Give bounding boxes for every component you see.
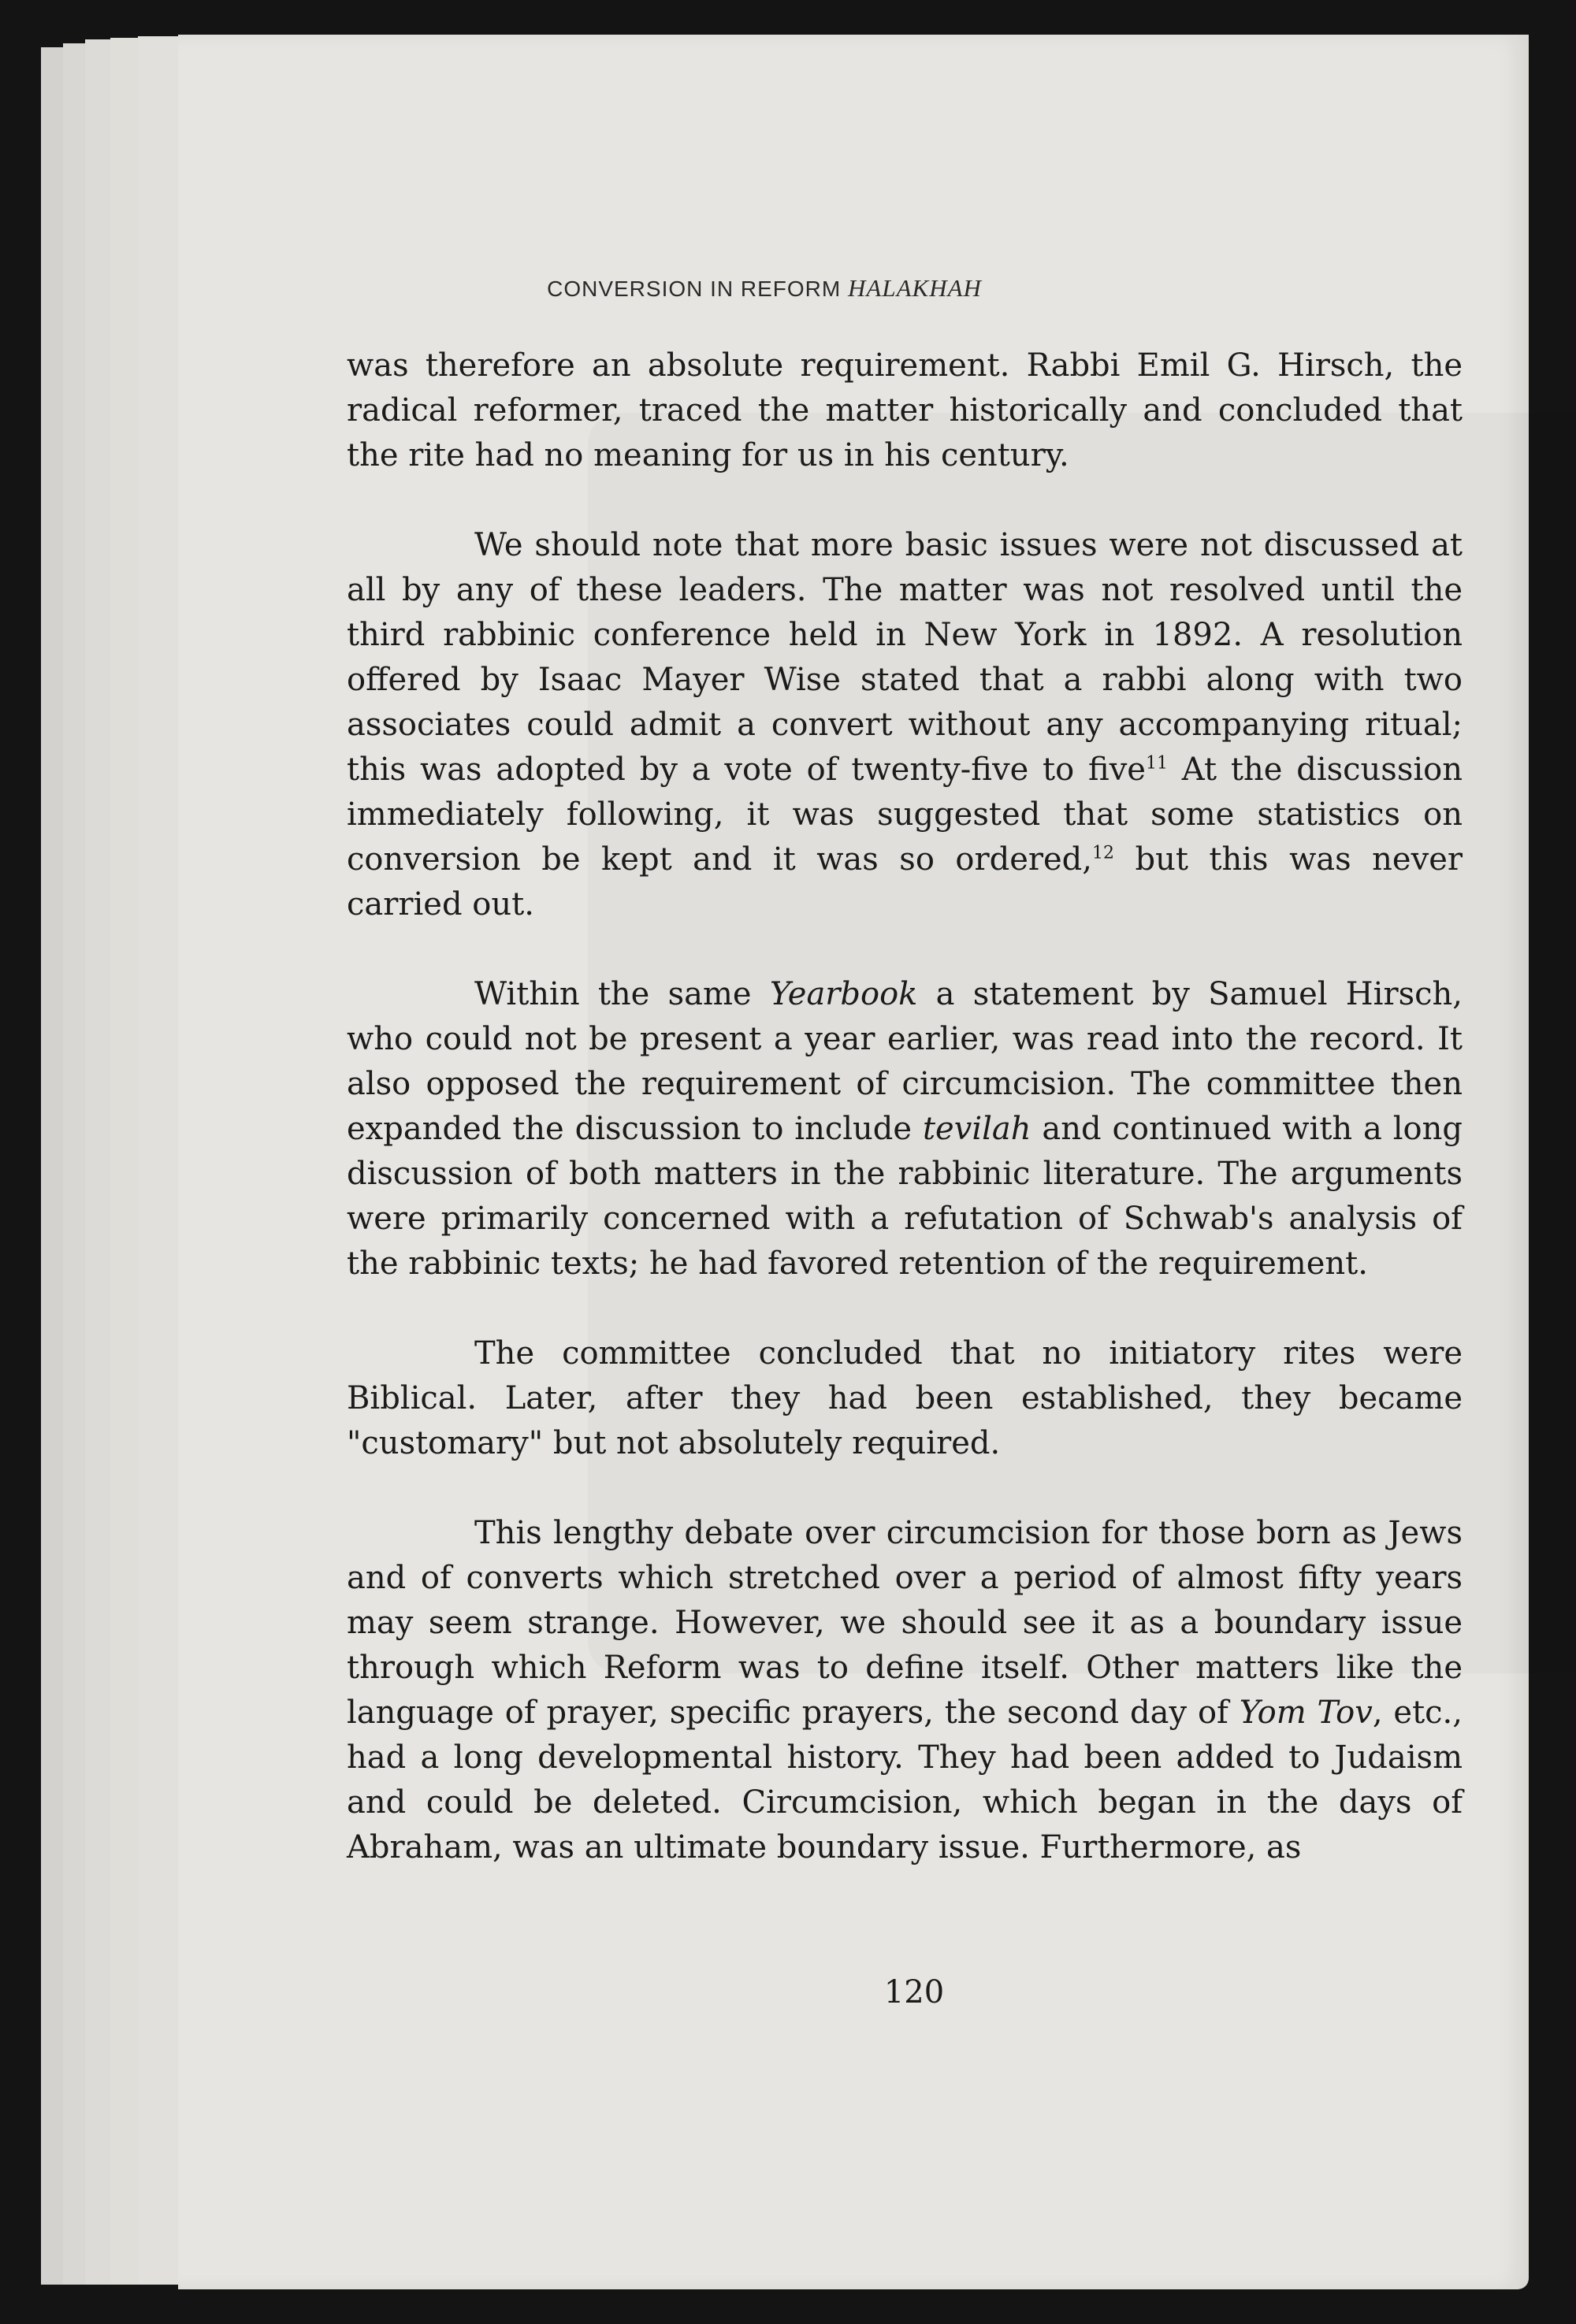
paragraph-text: At the discussion immediately following, it was suggested that some statistics on conversion be kept and it was so ordered, <box>347 752 1463 878</box>
paragraph-1 <box>347 343 1463 478</box>
running-title-italic: HALAKHAH <box>848 274 982 302</box>
italic-term: tevilah <box>922 1111 1031 1147</box>
paragraph-text: The committee concluded that no initiatory rites were Biblical. Later, after they had been established, they became "customary" but not absolutely required. <box>347 1335 1463 1461</box>
running-title: CONVERSION IN REFORM <box>547 277 842 301</box>
paragraph-2 <box>347 523 1463 927</box>
paragraph-text: , etc., had a long developmental history. They had been added to Judaism and could be deleted. Circumcision, which began in the days of Abraham, was an ultimate boundary issue. Furthermore, as <box>347 1695 1463 1866</box>
paragraph-text: a statement by Samuel Hirsch, who could not be present a year earlier, was read into the record. It also opposed the requirement of circumcision. The committee then expanded the discussion to include <box>347 976 1463 1147</box>
paragraph-text: Within the same <box>474 976 770 1012</box>
italic-term: Yearbook <box>769 976 918 1012</box>
page-number: 120 <box>883 1974 945 2010</box>
paragraph-text: was therefore an absolute requirement. Rabbi Emil G. Hirsch, the radical reformer, traced the matter historically and concluded that the rite had no meaning for us in his century. <box>347 347 1463 473</box>
paragraph-text: but this was never carried out. <box>347 841 1463 923</box>
body-text <box>347 343 1463 1915</box>
paragraph-5 <box>347 1511 1463 1870</box>
italic-term: Yom Tov <box>1239 1695 1373 1731</box>
paragraph-text: and continued with a long discussion of both matters in the rabbinic literature. The arguments were primarily concerned with a refutation of Schwab's analysis of the rabbinic texts; he had favored retention of the requirement. <box>347 1111 1463 1282</box>
paragraph-text: We should note that more basic issues were not discussed at all by any of these leaders. The matter was not resolved until the third rabbinic conference held in New York in 1892. A resolution offered by Isaac Mayer Wise stated that a rabbi along with two associates could admit a convert without any accompanying ritual; this was adopted by a vote of twenty-five to five <box>347 527 1463 788</box>
footnote-marker: 11 <box>1145 753 1168 774</box>
paragraph-text: This lengthy debate over circumcision for those born as Jews and of converts which stretched over a period of almost fifty years may seem strange. However, we should see it as a boundary issue through which Reform was to define itself. Other matters like the language of prayer, specific prayers, the second day of <box>347 1515 1463 1731</box>
paragraph-3 <box>347 972 1463 1286</box>
paragraph-4 <box>347 1331 1463 1466</box>
running-header <box>465 274 1064 303</box>
footnote-marker: 12 <box>1092 843 1114 863</box>
